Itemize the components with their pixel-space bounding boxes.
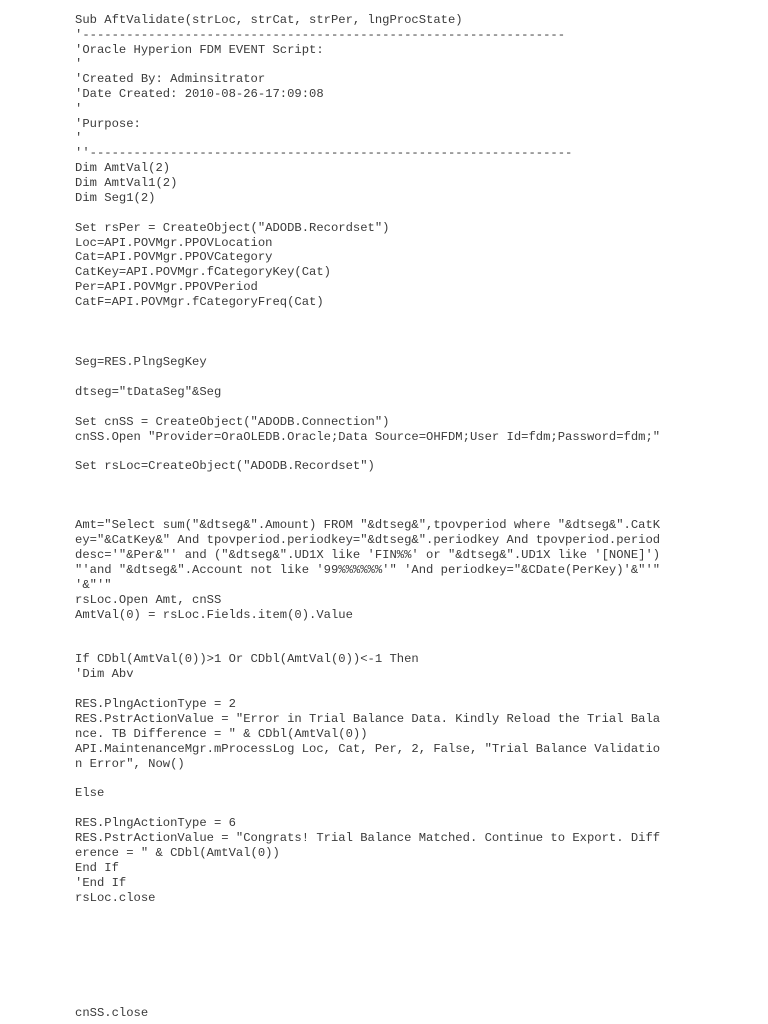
code-line: Dim AmtVal(2) <box>75 161 171 175</box>
code-line: cnSS.Open "Provider=OraOLEDB.Oracle;Data Source=OHFDM;User Id=fdm;Password=fdm;" <box>75 430 661 444</box>
code-line: "'and "&dtseg&".Account not like '99%%%%%%'" 'And periodkey="&CDate(PerKey)'&"'" <box>75 563 661 577</box>
code-line: RES.PlngActionType = 6 <box>75 816 236 830</box>
code-line: Amt="Select sum("&dtseg&".Amount) FROM "&dtseg&",tpovperiod where "&dtseg&".CatK <box>75 518 661 532</box>
code-line: CatF=API.POVMgr.fCategoryFreq(Cat) <box>75 295 324 309</box>
code-line: 'Dim Abv <box>75 667 134 681</box>
code-line: n Error", Now() <box>75 757 185 771</box>
code-line: End If <box>75 861 119 875</box>
code-line: Cat=API.POVMgr.PPOVCategory <box>75 250 273 264</box>
code-line: Else <box>75 786 105 800</box>
code-line: Set cnSS = CreateObject("ADODB.Connection") <box>75 415 390 429</box>
code-line: RES.PstrActionValue = "Error in Trial Balance Data. Kindly Reload the Trial Bala <box>75 712 661 726</box>
code-line: 'Date Created: 2010-08-26-17:09:08 <box>75 87 324 101</box>
code-line: RES.PstrActionValue = "Congrats! Trial Balance Matched. Continue to Export. Diff <box>75 831 661 845</box>
code-line: 'Created By: Adminsitrator <box>75 72 266 86</box>
code-line: Loc=API.POVMgr.PPOVLocation <box>75 236 273 250</box>
code-line: erence = " & CDbl(AmtVal(0)) <box>75 846 280 860</box>
code-line: ' <box>75 131 83 145</box>
code-line: rsLoc.Open Amt, cnSS <box>75 593 222 607</box>
code-line: Sub AftValidate(strLoc, strCat, strPer, lngProcState) <box>75 13 463 27</box>
code-line: ' <box>75 57 83 71</box>
code-line: AmtVal(0) = rsLoc.Fields.item(0).Value <box>75 608 353 622</box>
code-line: Per=API.POVMgr.PPOVPeriod <box>75 280 258 294</box>
code-line: ey="&CatKey&" And tpovperiod.periodkey="&dtseg&".periodkey And tpovperiod.period <box>75 533 661 547</box>
code-line: ''------------------------------------------------------------------ <box>75 146 573 160</box>
code-line: dtseg="tDataSeg"&Seg <box>75 385 222 399</box>
code-line: '&"'" <box>75 578 112 592</box>
code-line: 'Oracle Hyperion FDM EVENT Script: <box>75 43 324 57</box>
code-line: API.MaintenanceMgr.mProcessLog Loc, Cat, Per, 2, False, "Trial Balance Validatio <box>75 742 661 756</box>
code-line: '------------------------------------------------------------------ <box>75 28 566 42</box>
code-line: Seg=RES.PlngSegKey <box>75 355 207 369</box>
code-line: If CDbl(AmtVal(0))>1 Or CDbl(AmtVal(0))<-1 Then <box>75 652 419 666</box>
code-line: rsLoc.close <box>75 891 156 905</box>
code-line: cnSS.close <box>75 1006 149 1020</box>
code-line: RES.PlngActionType = 2 <box>75 697 236 711</box>
code-line: desc='"&Per&"' and ("&dtseg&".UD1X like 'FIN%%' or "&dtseg&".UD1X like '[NONE]') <box>75 548 661 562</box>
code-line: 'End If <box>75 876 127 890</box>
code-line: nce. TB Difference = " & CDbl(AmtVal(0)) <box>75 727 368 741</box>
code-line: Set rsPer = CreateObject("ADODB.Recordset") <box>75 221 390 235</box>
code-line: Dim Seg1(2) <box>75 191 156 205</box>
code-line: CatKey=API.POVMgr.fCategoryKey(Cat) <box>75 265 331 279</box>
code-line: ' <box>75 102 83 116</box>
code-line: Set rsLoc=CreateObject("ADODB.Recordset") <box>75 459 375 473</box>
code-line: Dim AmtVal1(2) <box>75 176 178 190</box>
code-line: 'Purpose: <box>75 117 141 131</box>
